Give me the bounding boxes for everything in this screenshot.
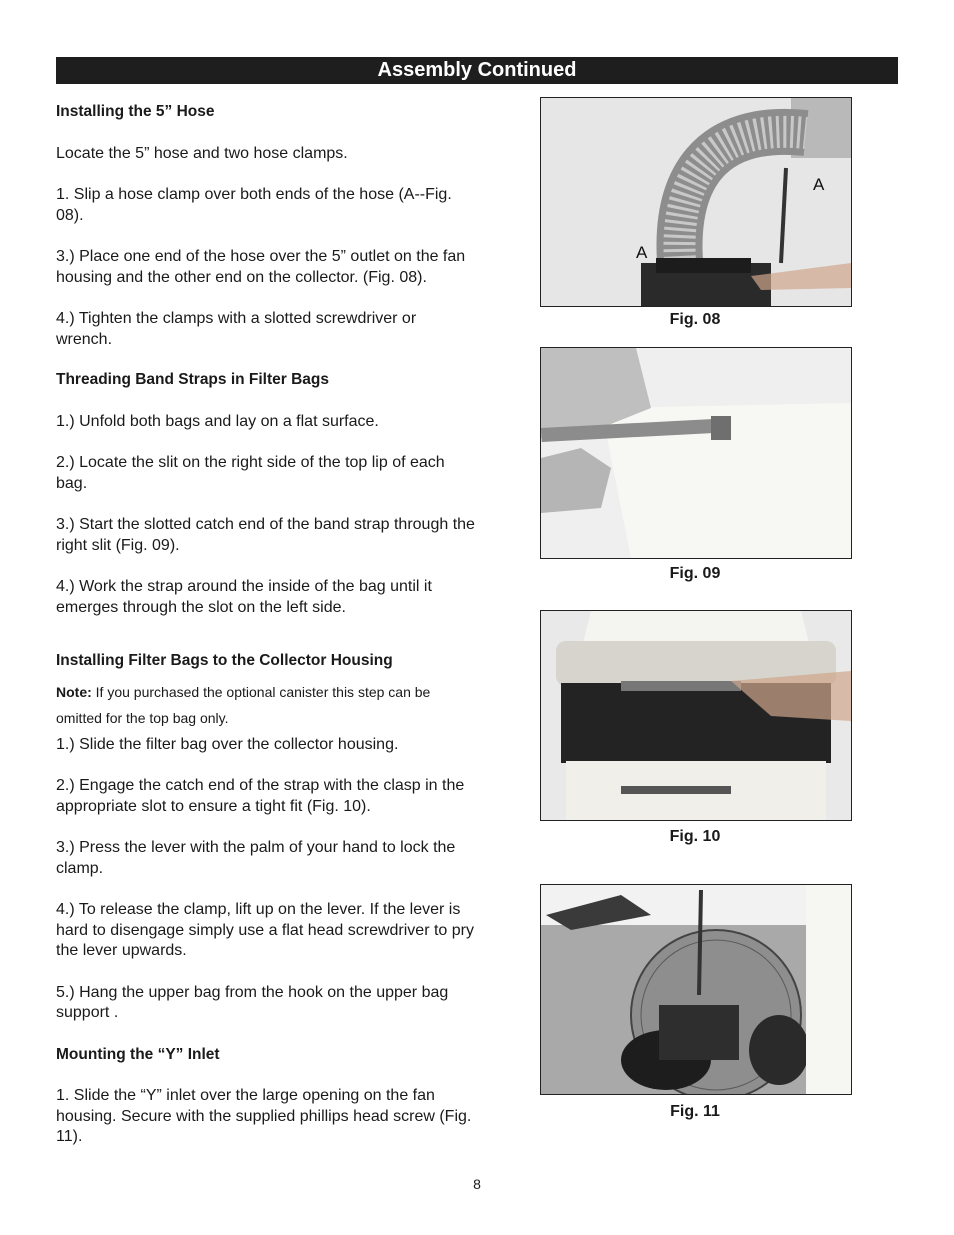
heading-straps: Threading Band Straps in Filter Bags xyxy=(56,371,330,388)
bags-step-3: 3.) Press the lever with the palm of your hand to lock the clamp. xyxy=(56,839,456,877)
bag-strap-illustration xyxy=(541,348,851,558)
fig-08-photo xyxy=(540,97,852,307)
fig-10-photo xyxy=(540,610,852,821)
fig-08-caption: Fig. 08 xyxy=(669,311,721,328)
section-banner: Assembly Continued xyxy=(56,57,898,84)
bags-step-2: 2.) Engage the catch end of the strap with the clasp in the appropriate slot to ensure a tight fit (Fig. 10). xyxy=(56,777,465,815)
fig-09-photo xyxy=(540,347,852,559)
straps-step-1: 1.) Unfold both bags and lay on a flat surface. xyxy=(56,412,379,430)
heading-y-inlet: Mounting the “Y” Inlet xyxy=(56,1045,220,1063)
straps-step-2: 2.) Locate the slit on the right side of the top lip of each bag. xyxy=(56,454,445,492)
hose-intro: Locate the 5” hose and two hose clamps. xyxy=(56,144,348,162)
fig-11-caption: Fig. 11 xyxy=(670,1103,720,1120)
fig-11-photo xyxy=(540,884,852,1095)
fig-10-caption: Fig. 10 xyxy=(669,828,721,845)
heading-bags: Installing Filter Bags to the Collector Housing xyxy=(56,652,393,669)
hose-photo-illustration xyxy=(541,98,851,306)
bags-step-5: 5.) Hang the upper bag from the hook on the upper bag support . xyxy=(56,983,449,1021)
hose-step-4: 4.) Tighten the clamps with a slotted screwdriver or wrench. xyxy=(56,310,417,348)
straps-step-4: 4.) Work the strap around the inside of the bag until it emerges through the slot on the left side. xyxy=(56,578,432,616)
y-inlet-illustration xyxy=(541,885,851,1094)
callout-a-top: A xyxy=(813,175,825,194)
bag-clamp-illustration xyxy=(541,611,851,820)
straps-step-3: 3.) Start the slotted catch end of the band strap through the right slit (Fig. 09). xyxy=(56,516,475,554)
hose-step-1: 1. Slip a hose clamp over both ends of the hose (A--Fig. 08). xyxy=(56,186,452,224)
yinlet-step-1: 1. Slide the “Y” inlet over the large opening on the fan housing. Secure with the supplied phillips head screw (Fig. 11). xyxy=(56,1087,472,1145)
fig-09-caption: Fig. 09 xyxy=(669,565,721,582)
note-label: Note: xyxy=(56,683,92,700)
bags-step-1: 1.) Slide the filter bag over the collector housing. xyxy=(56,735,399,753)
instructions-column xyxy=(56,102,476,1148)
note-text: If you purchased the optional canister this step can be omitted for the top bag only. xyxy=(56,683,431,726)
hose-step-3: 3.) Place one end of the hose over the 5” outlet on the fan housing and the other end on the collector. (Fig. 08). xyxy=(56,248,466,286)
bags-step-4: 4.) To release the clamp, lift up on the lever. If the lever is hard to disengage simply use a flat head screwdriver to pry the lever upwards. xyxy=(56,901,474,959)
note xyxy=(56,679,476,731)
page-number: 8 xyxy=(473,1176,481,1192)
callout-a-bottom: A xyxy=(636,243,648,262)
heading-hose: Installing the 5” Hose xyxy=(56,103,215,120)
